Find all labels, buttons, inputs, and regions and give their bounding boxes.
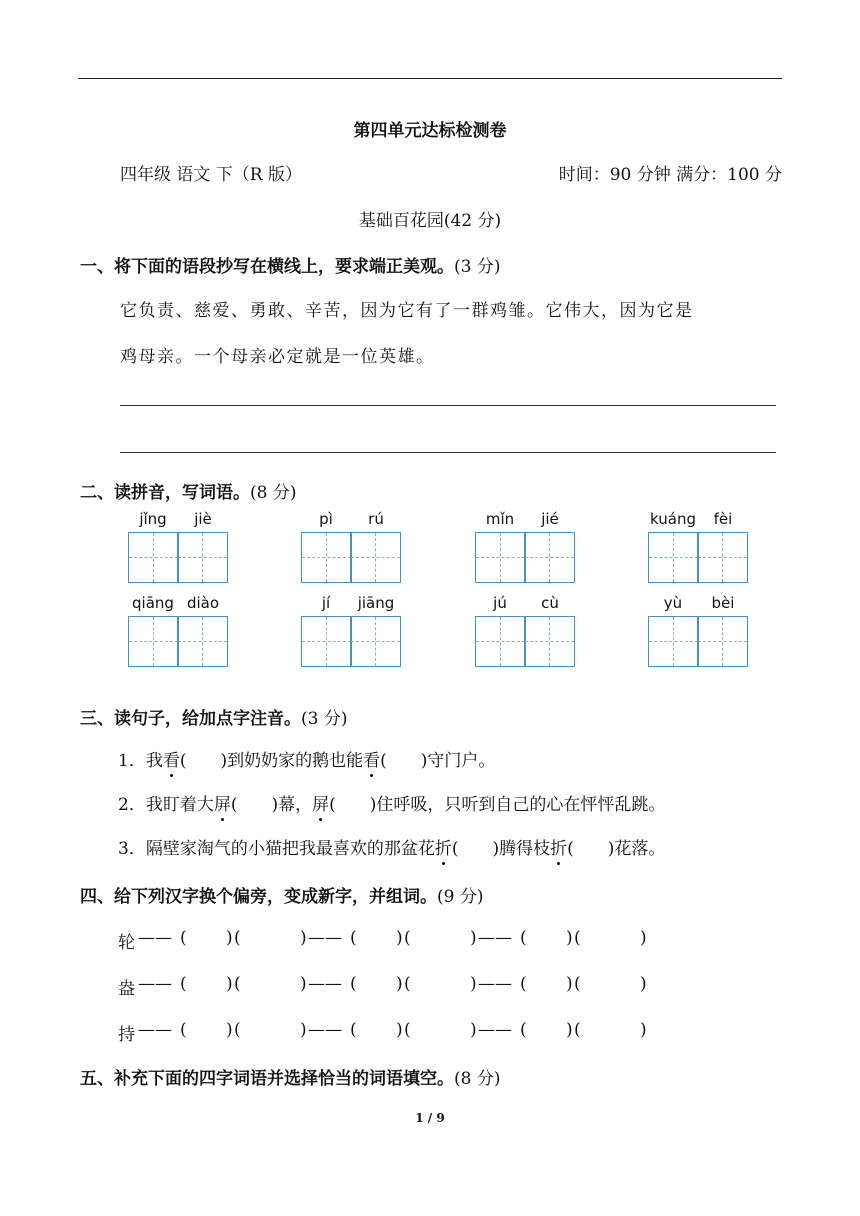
dotted-char: 看	[163, 746, 180, 771]
pinyin-syllable: rú	[368, 510, 384, 528]
writing-cell[interactable]	[648, 616, 699, 667]
pinyin-syllable: diào	[186, 594, 220, 612]
pinyin-syllable: cù	[541, 594, 559, 612]
writing-cell[interactable]	[177, 616, 228, 667]
pinyin-syllable: jiāng	[357, 594, 395, 612]
new-char-blank[interactable]	[528, 928, 566, 950]
q3-sentence-3: 3．隔壁家淘气的小猫把我最喜欢的那盆花折( )腾得枝折( )花落。	[118, 834, 665, 859]
dotted-char: 屏	[312, 790, 329, 815]
pinyin-syllable: jú	[493, 594, 507, 612]
writing-grid	[128, 616, 228, 666]
dotted-char: 折	[550, 834, 567, 859]
writing-cell[interactable]	[177, 532, 228, 583]
dotted-char: 屏	[214, 790, 231, 815]
new-char-blank[interactable]	[358, 1020, 396, 1042]
q4-heading: 四、给下列汉字换个偏旁，变成新字，并组词。(9 分)	[80, 887, 484, 907]
writing-cell[interactable]	[301, 616, 352, 667]
paren-open: (	[234, 974, 241, 994]
pinyin-syllable: kuáng	[650, 510, 696, 528]
paren-close: )	[566, 1020, 573, 1040]
grade-subject: 四年级 语文 下（R 版）	[120, 165, 303, 185]
q3-sentence-1: 1．我看( )到奶奶家的鹅也能看( )守门户。	[118, 746, 495, 771]
paren-open: (	[404, 1020, 411, 1040]
q3-sentence-2: 2．我盯着大屏( )幕，屏( )住呼吸，只听到自己的心在怦怦乱跳。	[118, 790, 665, 815]
paren-open: (	[520, 974, 527, 994]
pinyin-syllable: yù	[663, 594, 683, 612]
paren-close: )	[470, 928, 477, 948]
paren-open: (	[574, 928, 581, 948]
paren-open: (	[350, 1020, 357, 1040]
q3-heading: 三、读句子，给加点字注音。(3 分)	[80, 709, 348, 729]
pinyin-syllable: pì	[319, 510, 333, 528]
writing-cell[interactable]	[475, 616, 526, 667]
q1-passage-line2: 鸡母亲。一个母亲必定就是一位英雄。	[120, 347, 435, 367]
paren-open: (	[234, 928, 241, 948]
source-char: 轮	[118, 933, 135, 953]
q1-heading: 一、将下面的语段抄写在横线上，要求端正美观。(3 分)	[80, 257, 501, 277]
paren-open: (	[404, 974, 411, 994]
pinyin-syllable: fèi	[713, 510, 733, 528]
paren-close: )	[300, 1020, 307, 1040]
writing-grid	[301, 616, 401, 666]
new-char-blank[interactable]	[528, 974, 566, 996]
paren-close: )	[300, 928, 307, 948]
writing-cell[interactable]	[350, 532, 401, 583]
new-char-blank[interactable]	[188, 928, 226, 950]
dash: ——	[308, 1020, 342, 1040]
new-char-blank[interactable]	[358, 928, 396, 950]
paren-close: )	[226, 928, 233, 948]
word-blank[interactable]	[412, 1020, 470, 1042]
paren-open: (	[404, 928, 411, 948]
pinyin-syllable: jí	[321, 594, 331, 612]
writing-cell[interactable]	[697, 532, 748, 583]
paren-close: )	[640, 1020, 647, 1040]
paren-close: )	[470, 974, 477, 994]
top-rule	[78, 78, 782, 79]
page-title: 第四单元达标检测卷	[353, 121, 507, 141]
source-char: 持	[118, 1025, 135, 1045]
q1-passage-line1: 它负责、慈爱、勇敢、辛苦，因为它有了一群鸡雏。它伟大，因为它是	[120, 301, 694, 321]
dash: ——	[138, 974, 172, 994]
pinyin-syllable: jiè	[194, 510, 212, 528]
paren-open: (	[180, 974, 187, 994]
dash: ——	[478, 974, 512, 994]
word-blank[interactable]	[582, 1020, 640, 1042]
writing-grid	[128, 532, 228, 582]
paren-close: )	[396, 974, 403, 994]
writing-grid	[475, 532, 575, 582]
q1-writing-line-1[interactable]	[120, 405, 776, 406]
q1-writing-line-2[interactable]	[120, 452, 776, 453]
writing-cell[interactable]	[128, 532, 179, 583]
paren-close: )	[640, 928, 647, 948]
paren-open: (	[350, 928, 357, 948]
paren-close: )	[640, 974, 647, 994]
writing-grid	[648, 616, 748, 666]
writing-cell[interactable]	[350, 616, 401, 667]
dotted-char: 折	[435, 834, 452, 859]
writing-cell[interactable]	[524, 616, 575, 667]
word-blank[interactable]	[412, 928, 470, 950]
page-number: 1 / 9	[415, 1111, 445, 1125]
paren-open: (	[520, 1020, 527, 1040]
paren-close: )	[226, 1020, 233, 1040]
paren-open: (	[574, 1020, 581, 1040]
q2-heading: 二、读拼音，写词语。(8 分)	[80, 483, 297, 503]
paren-open: (	[520, 928, 527, 948]
new-char-blank[interactable]	[188, 974, 226, 996]
paren-close: )	[396, 928, 403, 948]
pinyin-syllable: jǐng	[139, 510, 167, 528]
pinyin-syllable: mǐn	[485, 510, 515, 528]
paren-close: )	[300, 974, 307, 994]
writing-grid	[648, 532, 748, 582]
writing-cell[interactable]	[128, 616, 179, 667]
word-blank[interactable]	[582, 974, 640, 996]
word-blank[interactable]	[412, 974, 470, 996]
time-score: 时间：90 分钟 满分：100 分	[558, 165, 782, 185]
dash: ——	[308, 928, 342, 948]
paren-open: (	[180, 928, 187, 948]
new-char-blank[interactable]	[358, 974, 396, 996]
dash: ——	[478, 1020, 512, 1040]
dash: ——	[138, 928, 172, 948]
pinyin-syllable: jié	[541, 510, 559, 528]
writing-grid	[301, 532, 401, 582]
paren-close: )	[566, 928, 573, 948]
word-blank[interactable]	[582, 928, 640, 950]
paren-close: )	[566, 974, 573, 994]
word-blank[interactable]	[242, 1020, 300, 1042]
paren-open: (	[350, 974, 357, 994]
writing-cell[interactable]	[697, 616, 748, 667]
writing-cell[interactable]	[648, 532, 699, 583]
dash: ——	[138, 1020, 172, 1040]
paren-close: )	[470, 1020, 477, 1040]
dash: ——	[308, 974, 342, 994]
paren-open: (	[180, 1020, 187, 1040]
dotted-char: 看	[363, 746, 380, 771]
source-char: 盎	[118, 979, 135, 999]
pinyin-syllable: qiāng	[132, 594, 174, 612]
paren-close: )	[226, 974, 233, 994]
section-heading: 基础百花园(42 分)	[358, 211, 502, 231]
pinyin-syllable: bèi	[711, 594, 735, 612]
writing-grid	[475, 616, 575, 666]
paren-close: )	[396, 1020, 403, 1040]
new-char-blank[interactable]	[528, 1020, 566, 1042]
word-blank[interactable]	[242, 928, 300, 950]
dash: ——	[478, 928, 512, 948]
new-char-blank[interactable]	[188, 1020, 226, 1042]
writing-cell[interactable]	[475, 532, 526, 583]
writing-cell[interactable]	[524, 532, 575, 583]
paren-open: (	[234, 1020, 241, 1040]
word-blank[interactable]	[242, 974, 300, 996]
paren-open: (	[574, 974, 581, 994]
q5-heading: 五、补充下面的四字词语并选择恰当的词语填空。(8 分)	[80, 1069, 501, 1089]
writing-cell[interactable]	[301, 532, 352, 583]
